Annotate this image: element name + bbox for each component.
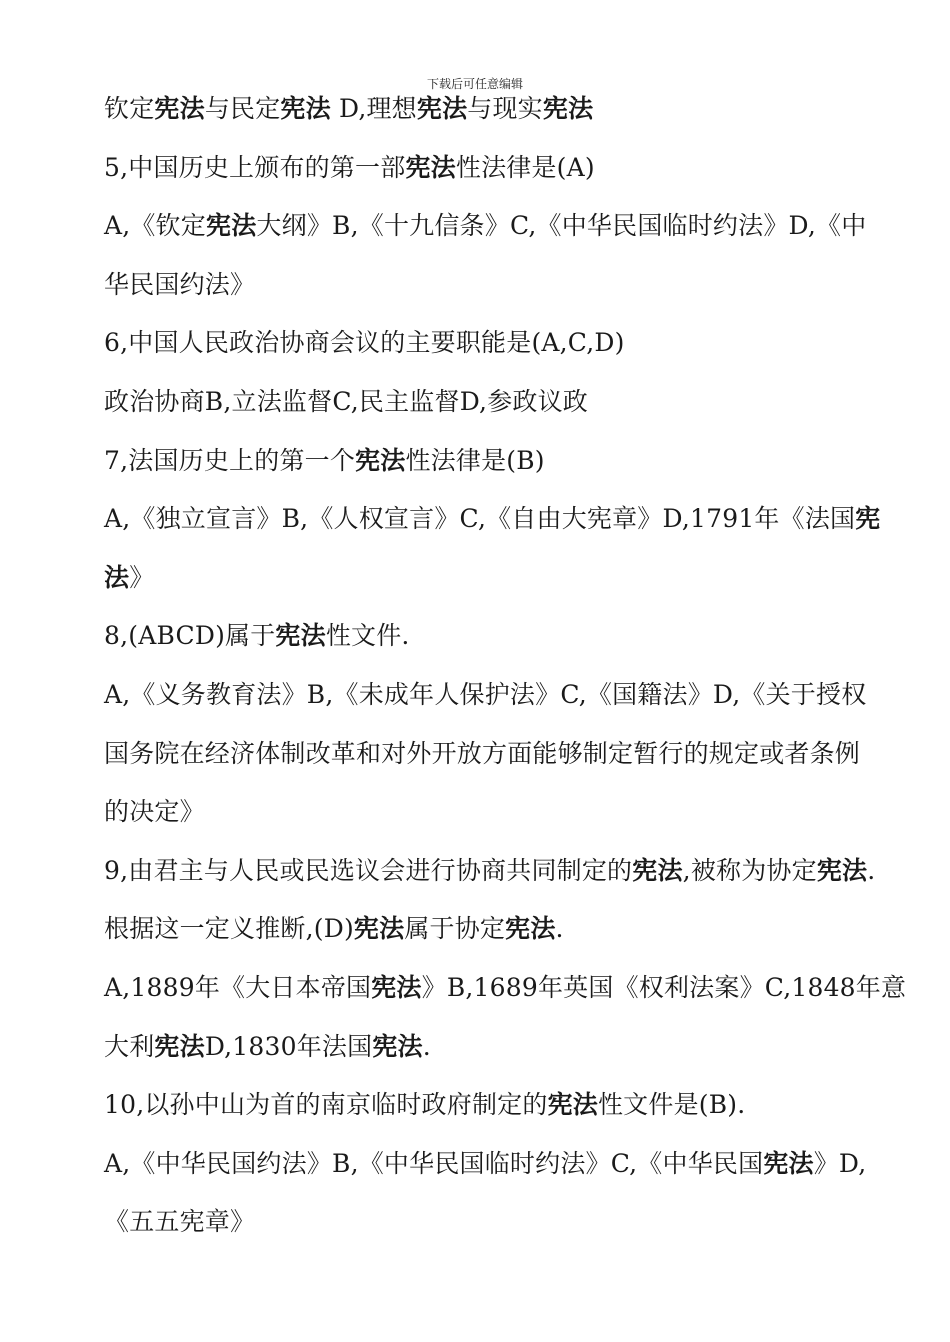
text-segment: 9,由君主与人民或民选议会进行协商共同制定的 (104, 855, 633, 885)
text-segment: 大纲》B,《十九信条》C,《中华民国临时约法》D,《中 (256, 211, 867, 241)
page-header-note: 下载后可任意编辑 (426, 77, 523, 91)
text-segment: 《五五宪章》 (104, 1207, 256, 1237)
bold-keyword: 宪法 (416, 94, 468, 123)
text-line (104, 490, 934, 549)
bold-keyword: 宪法 (280, 94, 331, 123)
text-line (104, 1018, 934, 1077)
text-segment: 8,(ABCD)属于 (104, 621, 276, 651)
document-body (104, 80, 934, 1252)
text-segment: 属于协定 (404, 914, 506, 944)
text-segment: A,《义务教育法》B,《未成年人保护法》C,《国籍法》D,《关于授权 (104, 679, 867, 709)
text-line (104, 373, 934, 432)
bold-keyword: 宪法 (206, 211, 257, 241)
bold-keyword: 宪法 (355, 445, 406, 475)
text-segment: 大利 (104, 1031, 155, 1061)
text-segment: 性法律是(B) (405, 445, 545, 475)
bold-keyword: 宪法 (505, 914, 556, 944)
text-line (104, 549, 934, 608)
text-line (104, 900, 934, 959)
text-segment: 钦定 (104, 94, 155, 123)
text-line (104, 607, 934, 666)
text-segment: 性文件. (325, 621, 410, 651)
text-line (104, 197, 934, 256)
bold-keyword: 法 (104, 562, 130, 592)
text-segment: 6,中国人民政治协商会议的主要职能是(A,C,D) (104, 328, 625, 358)
text-line (104, 725, 934, 784)
bold-keyword: 宪法 (372, 1031, 423, 1061)
text-segment: ,被称为协定 (682, 855, 817, 885)
text-line (104, 783, 934, 842)
text-line (104, 959, 934, 1018)
text-segment: 5,中国历史上颁布的第一部 (104, 152, 406, 182)
text-segment: A,《中华民国约法》B,《中华民国临时约法》C,《中华民国 (104, 1148, 764, 1178)
text-line (104, 1135, 934, 1194)
text-segment: 》B,1689年英国《权利法案》C,1848年意 (421, 972, 907, 1002)
text-segment: . (422, 1031, 431, 1061)
bold-keyword: 宪法 (405, 152, 456, 182)
text-line (104, 842, 934, 901)
bold-keyword: 宪法 (154, 94, 205, 123)
text-segment: 政治协商B,立法监督C,民主监督D,参政议政 (104, 386, 589, 416)
bold-keyword: 宪法 (632, 855, 683, 885)
text-segment: 与现实 (467, 94, 543, 123)
text-segment: 华民国约法》 (104, 269, 256, 299)
bold-keyword: 宪法 (154, 1031, 205, 1061)
text-segment: . (867, 855, 876, 885)
text-segment: 》 (129, 562, 155, 592)
text-line (104, 256, 934, 315)
text-segment: 》D, (813, 1148, 867, 1178)
text-segment: D,理想 (330, 94, 417, 123)
text-segment: 性文件是(B). (597, 1090, 746, 1120)
text-segment: 10,以孙中山为首的南京临时政府制定的 (104, 1090, 548, 1120)
bold-keyword: 宪法 (275, 621, 326, 651)
text-segment: 根据这一定义推断,(D) (104, 914, 354, 944)
bold-keyword: 宪法 (371, 972, 422, 1002)
text-segment: 国务院在经济体制改革和对外开放方面能够制定暂行的规定或者条例 (104, 738, 861, 768)
bold-keyword: 宪法 (816, 855, 868, 885)
text-line (104, 1193, 934, 1252)
bold-keyword: 宪法 (547, 1090, 598, 1120)
bold-keyword: 宪法 (763, 1148, 814, 1178)
text-line (104, 139, 934, 198)
bold-keyword: 宪法 (353, 914, 405, 944)
text-segment: 性法律是(A) (455, 152, 595, 182)
text-segment: A,《独立宣言》B,《人权宣言》C,《自由大宪章》D,1791年《法国 (104, 504, 856, 534)
text-segment: 的决定》 (104, 797, 205, 827)
text-line (104, 314, 934, 373)
text-line (104, 432, 934, 491)
text-line (104, 80, 934, 139)
text-segment: A,《钦定 (104, 211, 207, 241)
bold-keyword: 宪法 (542, 94, 594, 123)
text-segment: D,1830年法国 (204, 1031, 373, 1061)
text-line (104, 666, 934, 725)
text-segment: 与民定 (204, 94, 281, 123)
text-segment: . (555, 914, 564, 944)
text-segment: 7,法国历史上的第一个 (104, 445, 356, 475)
text-line (104, 1076, 934, 1135)
bold-keyword: 宪 (855, 504, 881, 534)
text-segment: A,1889年《大日本帝国 (104, 972, 372, 1002)
